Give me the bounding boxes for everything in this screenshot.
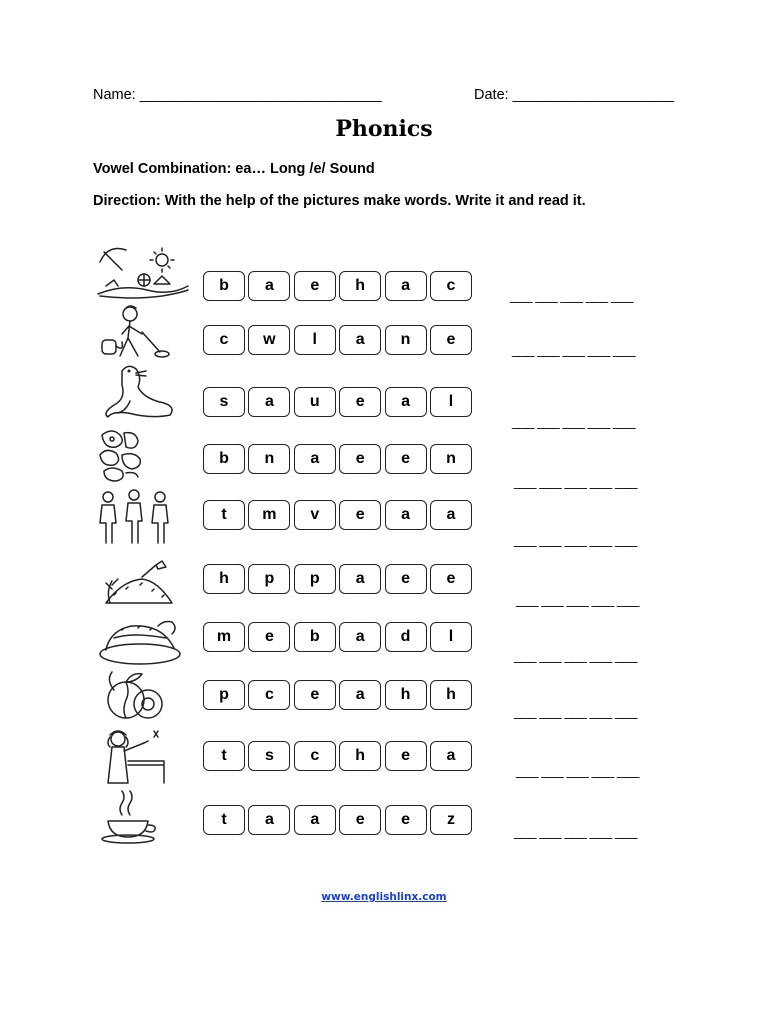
meat-loaf-picture [92,608,192,668]
letter-tile: p [203,680,245,710]
letter-tile: m [248,500,290,530]
letter-tile: a [339,325,381,355]
letter-tile: h [339,271,381,301]
letter-tile: h [203,564,245,594]
letter-tiles [203,271,475,301]
answer-blank[interactable]: ___ ___ ___ ___ ___ [516,591,639,607]
letter-tiles [203,680,475,710]
letter-tile: e [339,500,381,530]
letter-tile: c [248,680,290,710]
letter-tile: t [203,741,245,771]
answer-blank[interactable]: ___ ___ ___ ___ ___ [514,647,637,663]
letter-tile: e [294,271,336,301]
letter-tiles [203,325,475,355]
answer-blank[interactable]: ___ ___ ___ ___ ___ [510,287,633,303]
letter-tile: m [203,622,245,652]
letter-tile: c [430,271,472,301]
beach-picture [92,240,192,300]
letter-tile: s [203,387,245,417]
letter-tiles [203,805,475,835]
letter-tile: e [339,805,381,835]
letter-tile: e [248,622,290,652]
tea-cup-picture [92,785,192,845]
answer-blank[interactable]: ___ ___ ___ ___ ___ [514,703,637,719]
letter-tile: e [430,325,472,355]
letter-tile: a [339,680,381,710]
letter-tile: e [339,444,381,474]
answer-blank[interactable]: ___ ___ ___ ___ ___ [512,341,635,357]
letter-tile: e [385,805,427,835]
letter-tile: a [294,805,336,835]
letter-tile: n [385,325,427,355]
letter-tiles [203,387,475,417]
date-field-line: Date: ____________________ [474,87,674,103]
letter-tile: b [203,444,245,474]
letter-tile: l [430,387,472,417]
answer-blank[interactable]: ___ ___ ___ ___ ___ [514,531,637,547]
letter-tile: e [294,680,336,710]
letter-tile: n [430,444,472,474]
page-title: Phonics [335,116,433,142]
letter-tile: e [385,564,427,594]
letter-tile: p [248,564,290,594]
letter-tile: l [430,622,472,652]
letter-tile: a [385,387,427,417]
cleaning-boy-picture [92,302,192,362]
letter-tile: e [339,387,381,417]
letter-tiles [203,741,475,771]
letter-tile: a [385,271,427,301]
teacher-picture [92,727,192,787]
beans-picture [92,425,192,485]
letter-tile: e [430,564,472,594]
heap-picture [92,551,192,611]
letter-tiles [203,444,475,474]
letter-tile: b [294,622,336,652]
answer-blank[interactable]: ___ ___ ___ ___ ___ [516,762,639,778]
letter-tile: a [248,805,290,835]
letter-tile: a [430,500,472,530]
letter-tile: a [294,444,336,474]
letter-tile: h [385,680,427,710]
letter-tile: a [248,271,290,301]
footer-link[interactable]: www.englishlinx.com [321,891,447,903]
letter-tile: t [203,805,245,835]
direction-text: Direction: With the help of the pictures make words. Write it and read it. [93,193,586,209]
letter-tile: d [385,622,427,652]
letter-tile: h [339,741,381,771]
letter-tile: c [294,741,336,771]
letter-tile: p [294,564,336,594]
peach-picture [92,666,192,726]
answer-blank[interactable]: ___ ___ ___ ___ ___ [512,413,635,429]
letter-tile: e [385,741,427,771]
team-picture [92,487,192,547]
letter-tile: a [430,741,472,771]
seal-picture [92,361,192,421]
letter-tile: e [385,444,427,474]
answer-blank[interactable]: ___ ___ ___ ___ ___ [514,823,637,839]
letter-tile: h [430,680,472,710]
letter-tile: v [294,500,336,530]
letter-tile: t [203,500,245,530]
letter-tile: a [248,387,290,417]
letter-tile: z [430,805,472,835]
vowel-combination-heading: Vowel Combination: ea… Long /e/ Sound [93,161,375,177]
letter-tile: a [385,500,427,530]
name-field-line: Name: ______________________________ [93,87,382,103]
letter-tile: w [248,325,290,355]
letter-tile: b [203,271,245,301]
letter-tile: s [248,741,290,771]
answer-blank[interactable]: ___ ___ ___ ___ ___ [514,473,637,489]
letter-tiles [203,500,475,530]
letter-tile: u [294,387,336,417]
letter-tiles [203,564,475,594]
letter-tiles [203,622,475,652]
letter-tile: l [294,325,336,355]
letter-tile: c [203,325,245,355]
letter-tile: a [339,564,381,594]
letter-tile: a [339,622,381,652]
letter-tile: n [248,444,290,474]
